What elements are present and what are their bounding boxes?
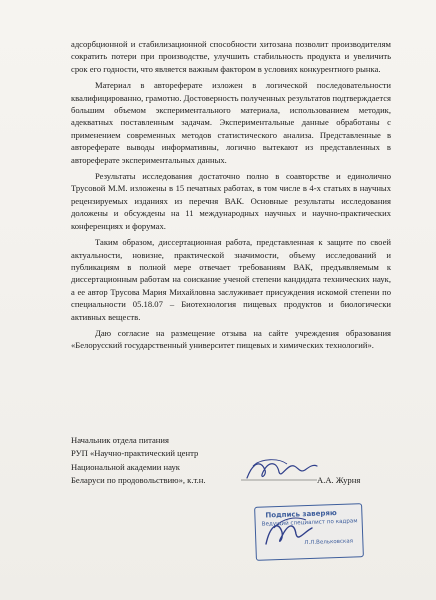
- signer-name-row: [71, 474, 401, 487]
- stamp-name: Л.Л.Вельковская: [304, 538, 354, 547]
- stamp-signature-icon: [260, 514, 320, 554]
- signer-organization-line-1: РУП «Научно-практический центр: [71, 448, 199, 459]
- paragraph-2: Материал в автореферате изложен в логической последовательности квалифицированно, грамотно. Достоверность полученных результатов подтверждается большим объемом экспериментального материала, использованием методик, адекватных поставленным задачам. Экспериментальные данные обработаны с применением современных методов статистического анализа. Представленные в автореферате выводы информативны, логично вытекают из представленных в автореферате экспериментальных данных.: [71, 80, 391, 165]
- paragraph-1: адсорбционной и стабилизационной способности хитозана позволит производителям сократить потери при производстве, улучшить стабильность продукта и увеличить срок его годности, что является важным фактором в условиях конкурентного рынка.: [71, 39, 391, 74]
- signature-block: [71, 434, 401, 488]
- handwritten-signature-icon: [239, 456, 321, 486]
- review-body: [71, 38, 391, 356]
- paragraph-3: Результаты исследования достаточно полно в соавторстве и единолично Трусовой М.М. изложены в 15 печатных работах, в том числе в 4-х статьях в научных рецензируемых изданиях из перечня ВАК. Основные результаты исследования доложены и обсуждены на 11 международных научных и научно-практических конференциях и форумах.: [71, 171, 391, 231]
- signer-position: Начальник отдела питания: [71, 435, 169, 445]
- signer-organization-line-2: Национальной академии наук: [71, 461, 180, 472]
- signer-organization-line-3: Беларуси по продовольствию», к.т.н.: [71, 475, 206, 486]
- stamp-role: Ведущий специалист по кадрам: [261, 518, 358, 528]
- signer-name: А.А. Журня: [317, 475, 361, 486]
- paragraph-4: Таким образом, диссертационная работа, представленная к защите по своей актуальности, новизне, практической значимости, объему исследований и публикациям в полной мере отвечает требованиям ВАК, предъявляемым к диссертационным работам на соискание ученой степени кандидата технических наук, а ее автор Трусова Мария Михайловна заслуживает присуждения искомой степени по специальности 05.18.07 – Биотехнология пищевых продуктов и биологически активных веществ.: [71, 237, 391, 322]
- paragraph-5: Даю согласие на размещение отзыва на сайте учреждения образования «Белорусский государственный университет пищевых и химических технологий».: [71, 327, 391, 351]
- stamp-title: Подпись заверяю: [265, 509, 337, 520]
